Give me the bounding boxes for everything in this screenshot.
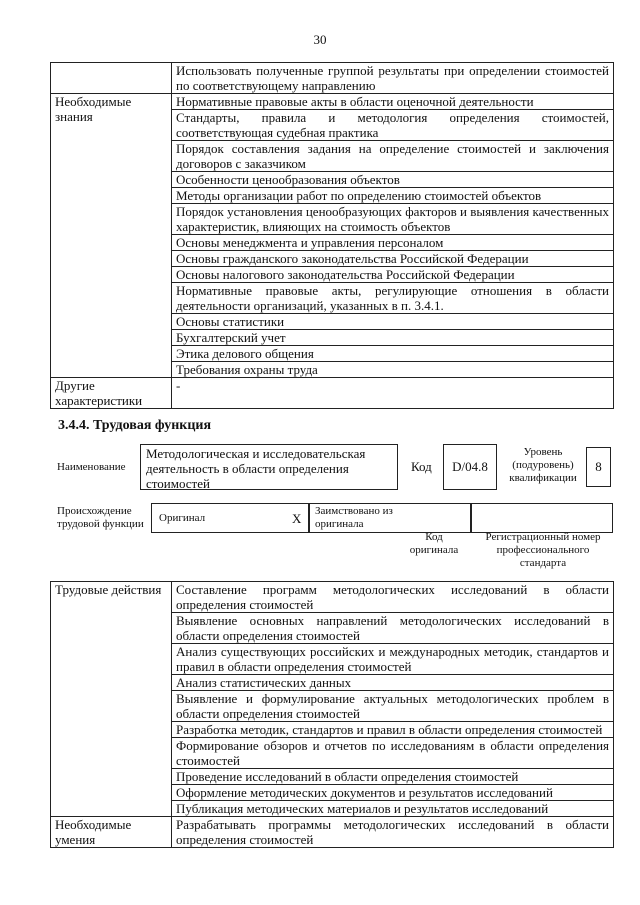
action-item: Формирование обзоров и отчетов по исследованиям в области определения стоимостей: [172, 738, 614, 769]
other-value: -: [172, 378, 614, 409]
page-number: 30: [313, 32, 327, 47]
level-label: Уровень (подуровень) квалификации: [509, 446, 577, 484]
knowledge-item: Основы налогового законодательства Российской Федерации: [172, 267, 614, 283]
knowledge-label: Необходимые знания: [51, 94, 172, 378]
action-item: Публикация методических материалов и результатов исследований: [172, 801, 614, 817]
origin-original-cell: [151, 503, 309, 533]
origin-code-caption: Код оригинала: [409, 531, 459, 556]
action-item: Анализ статистических данных: [172, 675, 614, 691]
knowledge-item: Требования охраны труда: [172, 362, 614, 378]
other-label: Другие характеристики: [51, 378, 172, 409]
origin-borrowed-cell: [309, 503, 471, 533]
skills-label: Необходимые умения: [51, 817, 172, 848]
action-item: Проведение исследований в области определения стоимостей: [172, 769, 614, 785]
table-cell: Использовать полученные группой результаты при определении стоимостей по соответствующему направлению: [172, 63, 614, 94]
code-label: Код: [411, 459, 432, 474]
knowledge-item: Нормативные правовые акты, регулирующие отношения в области деятельности организаций, указанных в п. 3.4.1.: [172, 283, 614, 314]
origin-original: Оригинал: [159, 512, 206, 524]
empty-label-cell: [51, 63, 172, 94]
knowledge-item: Порядок составления задания на определение стоимостей и заключения договоров с заказчиком: [172, 141, 614, 172]
action-item: Разработка методик, стандартов и правил в области определения стоимостей: [172, 722, 614, 738]
knowledge-table: [50, 62, 614, 409]
reg-number-cell: [471, 503, 613, 533]
knowledge-item: Бухгалтерский учет: [172, 330, 614, 346]
knowledge-item: Порядок установления ценообразующих факторов и выявления качественных характеристик, влияющих на стоимость объектов: [172, 204, 614, 235]
origin-mark: X: [292, 511, 302, 526]
action-item: Выявление основных направлений методологических исследований в области определения стоимостей: [172, 613, 614, 644]
name-value: Методологическая и исследовательская деятельность в области определения стоимостей: [146, 446, 366, 491]
section-heading: 3.4.4. Трудовая функция: [58, 418, 212, 433]
level-value: 8: [595, 459, 602, 474]
action-item: Анализ существующих российских и международных методик, стандартов и правил в области определения стоимостей: [172, 644, 614, 675]
origin-borrowed: Заимствовано из оригинала: [315, 505, 393, 530]
reg-number-caption: Регистрационный номер профессионального стандарта: [485, 531, 601, 569]
actions-table: [50, 581, 614, 848]
action-item: Выявление и формулирование актуальных методологических проблем в области определения стоимостей: [172, 691, 614, 722]
actions-label: Трудовые действия: [51, 582, 172, 817]
knowledge-item: Стандарты, правила и методология определения стоимостей, соответствующая судебная практика: [172, 110, 614, 141]
level-box: [586, 447, 611, 487]
skill-item: Разрабатывать программы методологических исследований в области определения стоимостей: [172, 817, 614, 848]
name-label: Наименование: [57, 461, 126, 473]
knowledge-item: Особенности ценообразования объектов: [172, 172, 614, 188]
knowledge-item: Основы гражданского законодательства Российской Федерации: [172, 251, 614, 267]
code-value: D/04.8: [452, 459, 488, 474]
code-box: [443, 444, 497, 490]
origin-label: Происхождение трудовой функции: [57, 505, 144, 530]
knowledge-item: Нормативные правовые акты в области оценочной деятельности: [172, 94, 614, 110]
knowledge-item: Этика делового общения: [172, 346, 614, 362]
action-item: Составление программ методологических исследований в области определения стоимостей: [172, 582, 614, 613]
knowledge-item: Основы менеджмента и управления персоналом: [172, 235, 614, 251]
action-item: Оформление методических документов и результатов исследований: [172, 785, 614, 801]
knowledge-item: Основы статистики: [172, 314, 614, 330]
knowledge-item: Методы организации работ по определению стоимостей объектов: [172, 188, 614, 204]
name-box: [140, 444, 398, 490]
